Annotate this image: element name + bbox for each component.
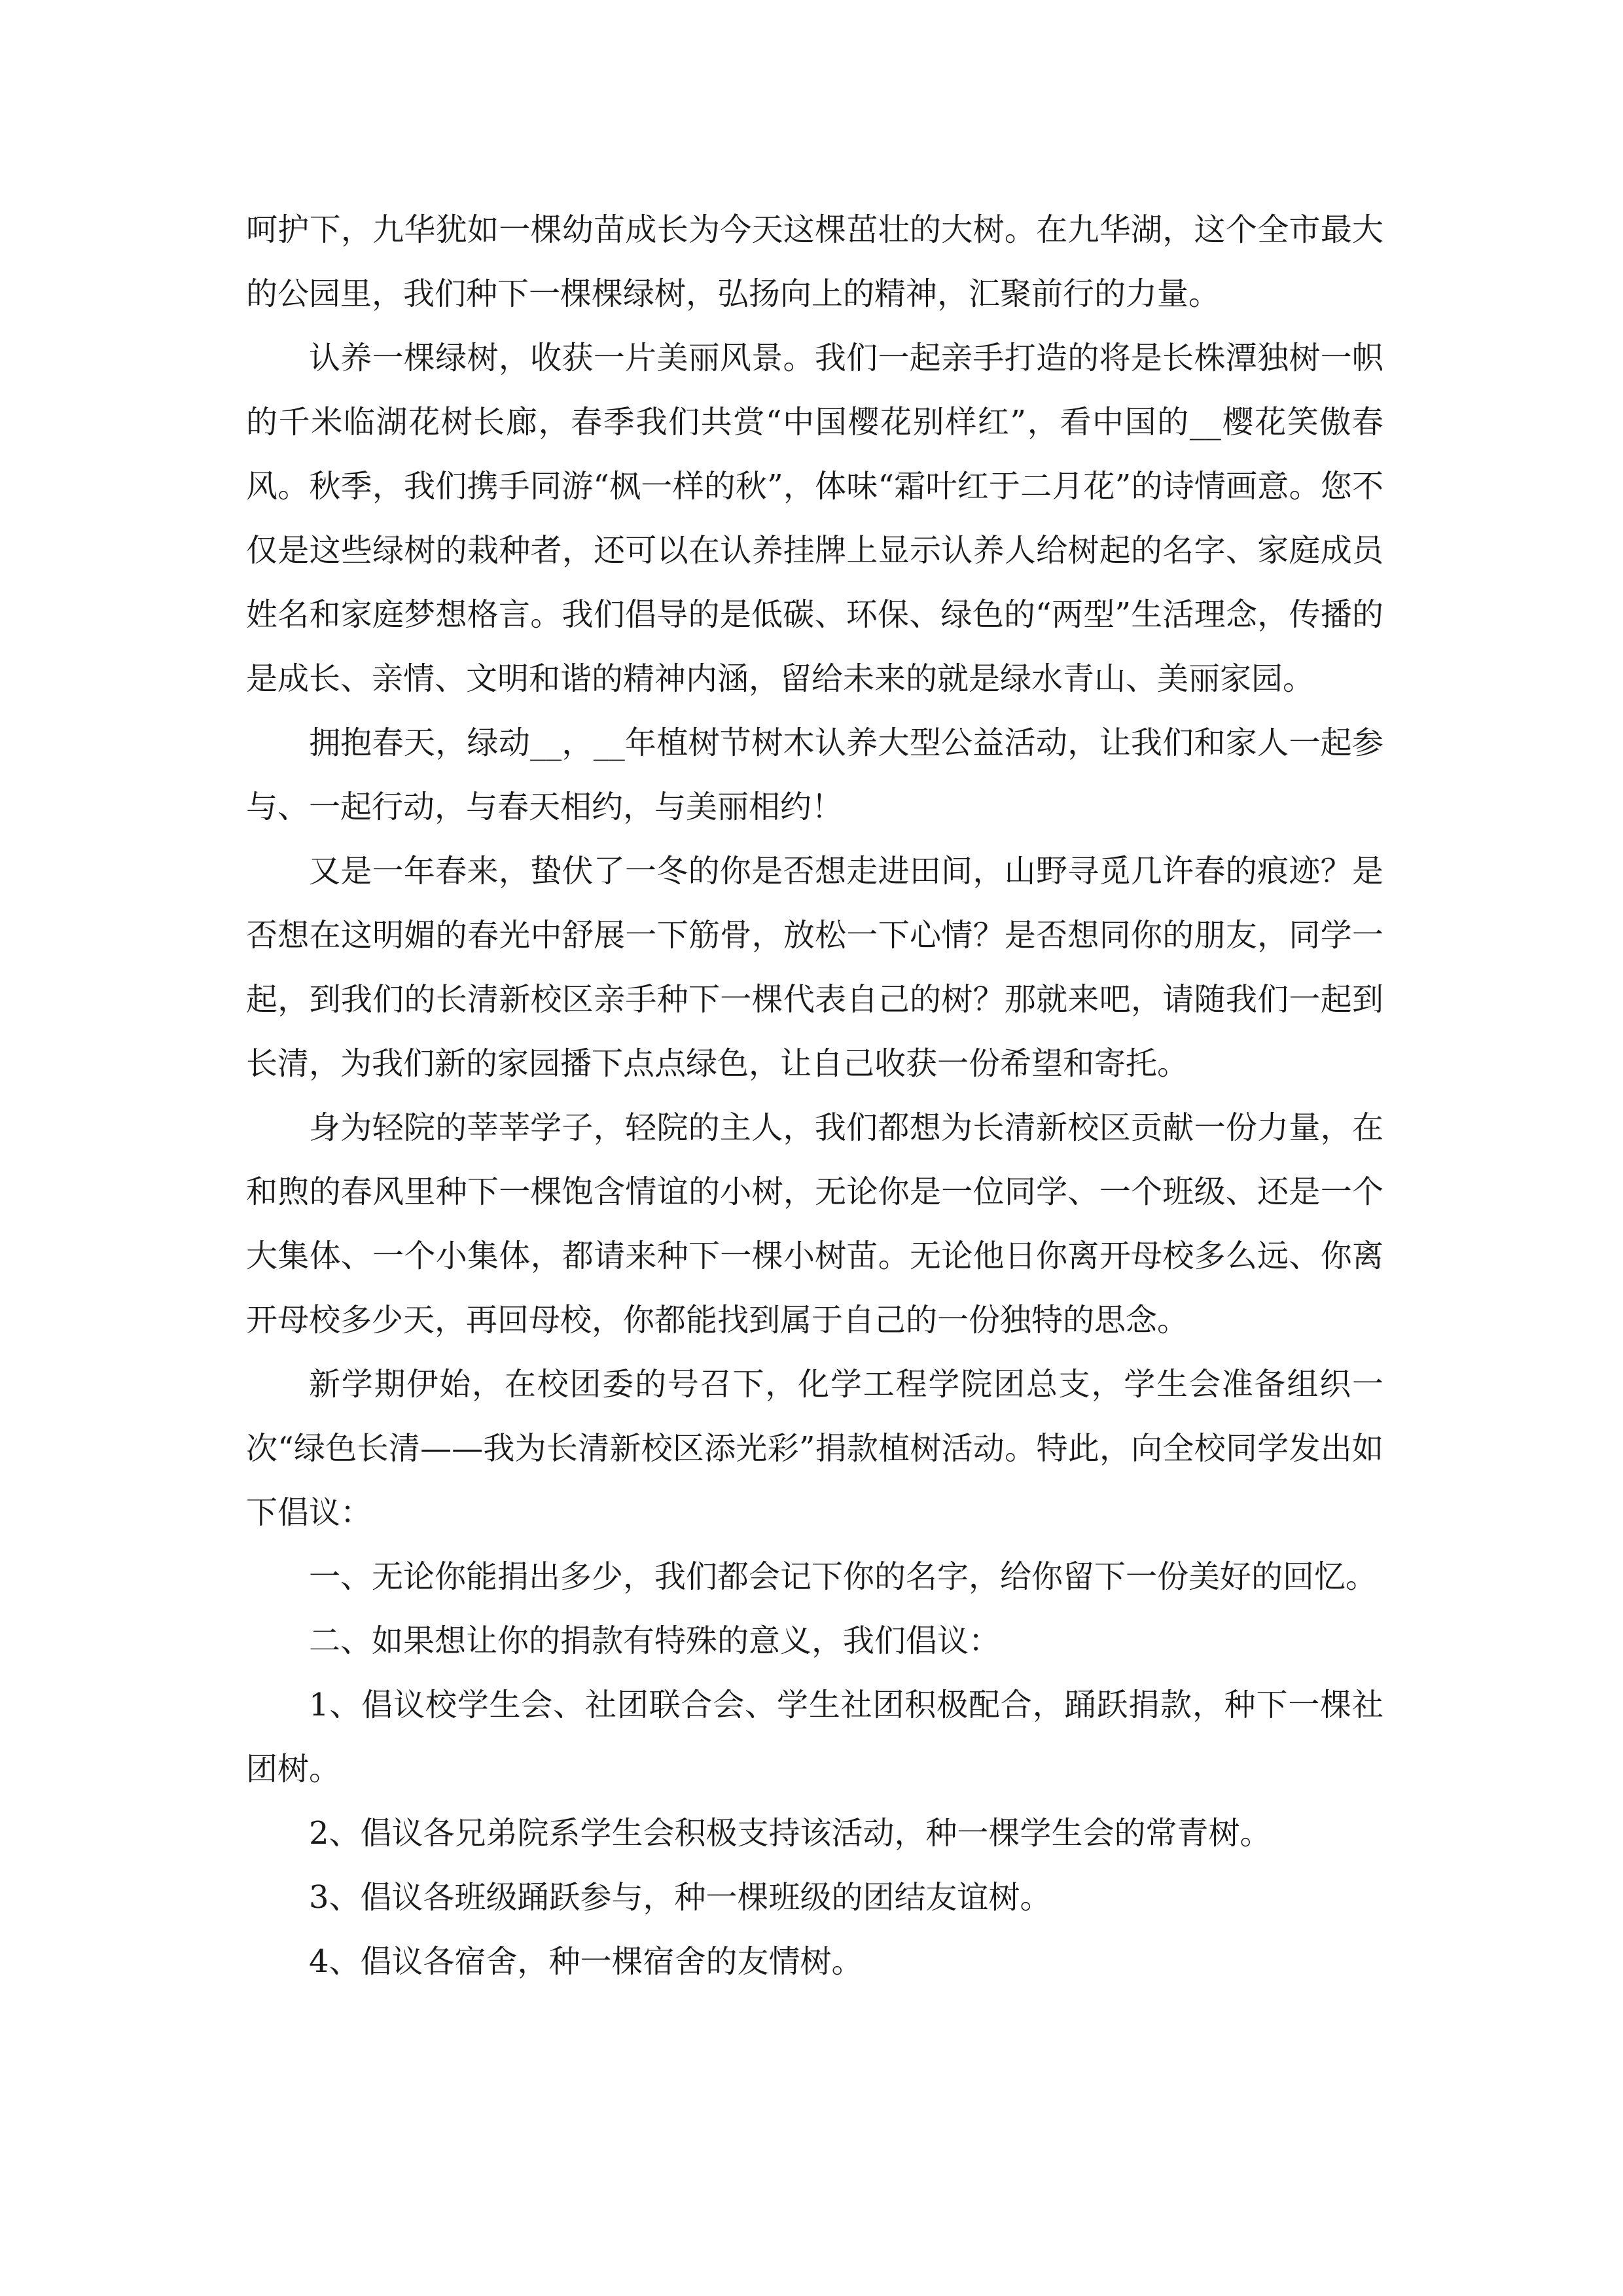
paragraph-10: 2、倡议各兄弟院系学生会积极支持该活动，种一棵学生会的常青树。: [309, 1815, 1272, 1852]
paragraph-2: 认养一棵绿树，收获一片美丽风景。我们一起亲手打造的将是长株潭独树一帜的千米临湖花树长廊，春季我们共赏“中国樱花别样红”，看中国的__樱花笑傲春风。秋季，我们携手同游“枫一样的秋”，体味“霜叶红于二月花”的诗情画意。您不仅是这些绿树的栽种者，还可以在认养挂牌上显示认养人给树起的名字、家庭成员姓名和家庭梦想格言。我们倡导的是低碳、环保、绿色的“两型”生活理念，传播的是成长、亲情、文明和谐的精神内涵，留给未来的就是绿水青山、美丽家园。: [246, 340, 1383, 697]
paragraph-6: 新学期伊始，在校团委的号召下，化学工程学院团总支，学生会准备组织一次“绿色长清——我为长清新校区添光彩”捐款植树活动。特此，向全校同学发出如下倡议：: [246, 1366, 1383, 1531]
paragraph-7: 一、无论你能捐出多少，我们都会记下你的名字，给你留下一份美好的回忆。: [309, 1558, 1378, 1595]
paragraph-12: 4、倡议各宿舍，种一棵宿舍的友情树。: [309, 1943, 863, 1980]
paragraph-1: 呵护下，九华犹如一棵幼苗成长为今天这棵茁壮的大树。在九华湖，这个全市最大的公园里，我们种下一棵棵绿树，弘扬向上的精神，汇聚前行的力量。: [246, 211, 1383, 312]
paragraph-3: 拥抱春天，绿动__，__年植树节树木认养大型公益活动，让我们和家人一起参与、一起行动，与春天相约，与美丽相约！: [246, 725, 1383, 825]
paragraph-8: 二、如果想让你的捐款有特殊的意义，我们倡议：: [309, 1623, 1001, 1659]
paragraph-4: 又是一年春来，蛰伏了一冬的你是否想走进田间，山野寻觅几许春的痕迹？是否想在这明媚的春光中舒展一下筋骨，放松一下心情？是否想同你的朋友，同学一起，到我们的长清新校区亲手种下一棵代表自己的树？那就来吧，请随我们一起到长清，为我们新的家园播下点点绿色，让自己收获一份希望和寄托。: [246, 853, 1383, 1082]
paragraph-5: 身为轻院的莘莘学子，轻院的主人，我们都想为长清新校区贡献一份力量，在和煦的春风里种下一棵饱含情谊的小树，无论你是一位同学、一个班级、还是一个大集体、一个小集体，都请来种下一棵小树苗。无论他日你离开母校多么远、你离开母校多少天，再回母校，你都能找到属于自己的一份独特的思念。: [246, 1109, 1383, 1338]
paragraph-11: 3、倡议各班级踊跃参与，种一棵班级的团结友谊树。: [309, 1879, 1052, 1916]
paragraph-9: 1、倡议校学生会、社团联合会、学生社团积极配合，踊跃捐款，种下一棵社团树。: [246, 1687, 1383, 1787]
document-body: [246, 198, 1383, 1994]
